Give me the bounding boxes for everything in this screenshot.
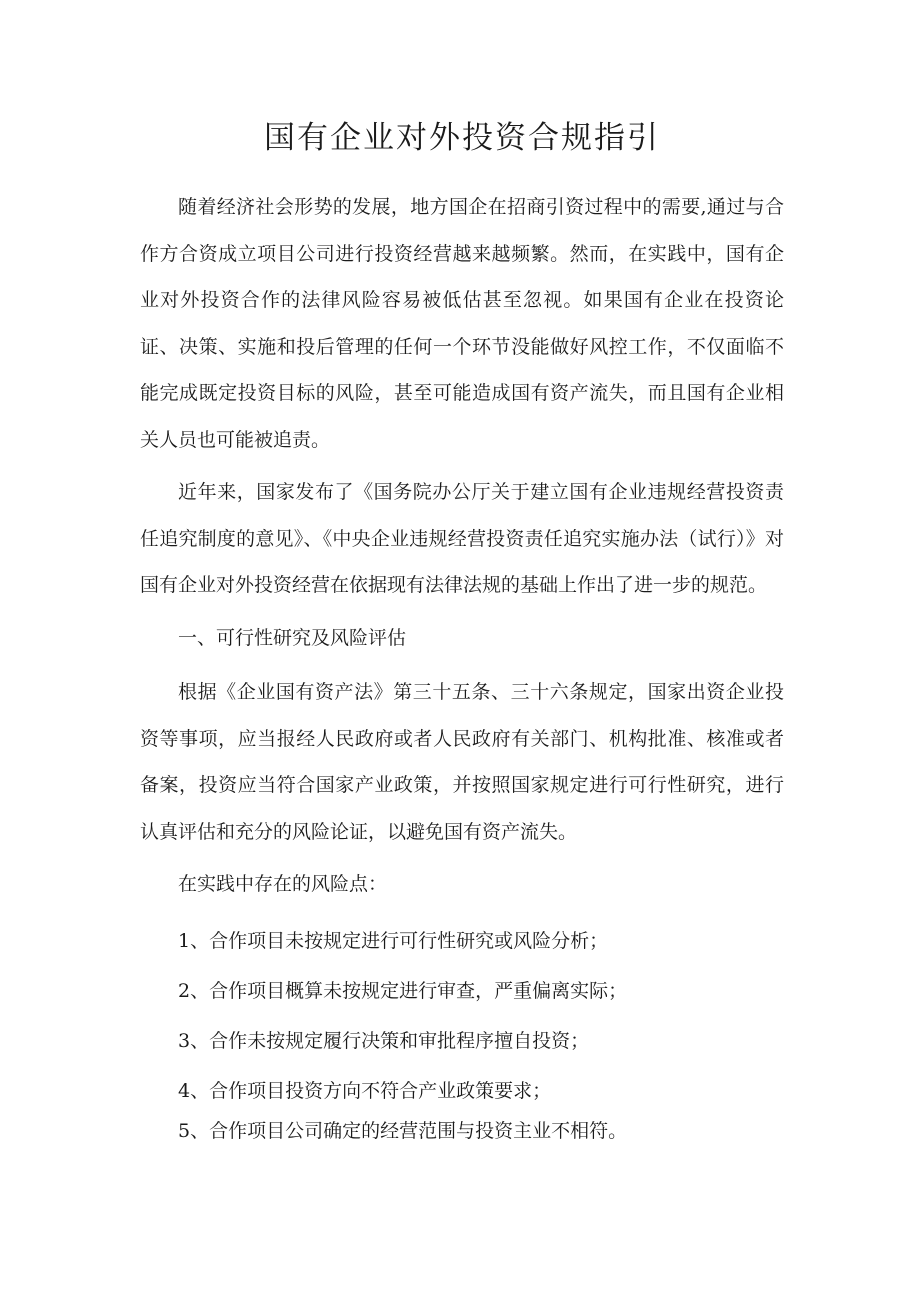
list-item: 2、合作项目概算未按规定进行审查，严重偏离实际；: [178, 979, 628, 1002]
list-item: 4、合作项目投资方向不符合产业政策要求；: [178, 1079, 552, 1102]
risk-list: [140, 916, 784, 1146]
intro-paragraph: 随着经济社会形势的发展，地方国企在招商引资过程中的需要,通过与合作方合资成立项目公司进行投资经营越来越频繁。然而，在实践中，国有企业对外投资合作的法律风险容易被低估甚至忽视。如果国有企业在投资论证、决策、实施和投后管理的任何一个环节没能做好风控工作，不仅面临不能完成既定投资目标的风险，甚至可能造成国有资产流失，而且国有企业相关人员也可能被追责。: [140, 196, 784, 451]
list-item: 3、合作未按规定履行决策和审批程序擅自投资；: [178, 1029, 590, 1052]
section-paragraph: 根据《企业国有资产法》第三十五条、三十六条规定，国家出资企业投资等事项，应当报经人民政府或者人民政府有关部门、机构批准、核准或者备案，投资应当符合国家产业政策，并按照国家规定进行可行性研究，进行认真评估和充分的风险论证，以避免国有资产流失。: [140, 681, 784, 843]
list-item: 5、合作项目公司确定的经营范围与投资主业不相符。: [178, 1119, 628, 1142]
list-item: 1、合作项目未按规定进行可行性研究或风险分析；: [178, 929, 609, 952]
risk-intro: 在实践中存在的风险点：: [178, 873, 388, 895]
document-title: 国有企业对外投资合规指引: [264, 120, 660, 156]
section-heading: 一、可行性研究及风险评估: [178, 626, 407, 649]
policy-paragraph: 近年来，国家发布了《国务院办公厅关于建立国有企业违规经营投资责任追究制度的意见》、《中央企业违规经营投资责任追究实施办法（试行）》对国有企业对外投资经营在依据现有法律法规的基础上作出了进一步的规范。: [140, 481, 784, 596]
